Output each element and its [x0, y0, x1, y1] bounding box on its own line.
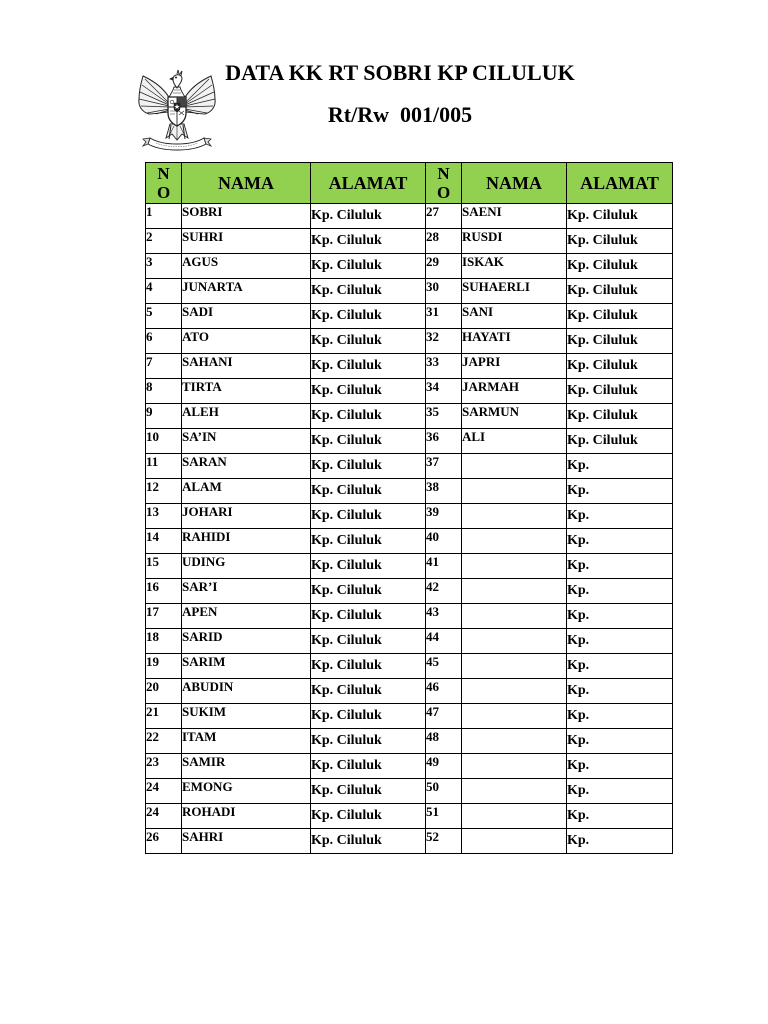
address-cell: Kp. Ciluluk [311, 604, 426, 629]
name-cell: JOHARI [182, 504, 311, 529]
name-cell: HAYATI [462, 329, 567, 354]
table-row [146, 454, 673, 479]
name-cell: JUNARTA [182, 279, 311, 304]
row-number-cell: 28 [426, 229, 462, 254]
address-cell: Kp. [567, 629, 673, 654]
name-cell [462, 704, 567, 729]
address-cell: Kp. Ciluluk [311, 504, 426, 529]
address-cell: Kp. Ciluluk [567, 279, 673, 304]
name-cell: RAHIDI [182, 529, 311, 554]
row-number-cell: 23 [146, 754, 182, 779]
row-number-cell: 49 [426, 754, 462, 779]
address-cell: Kp. [567, 479, 673, 504]
row-number-cell: 10 [146, 429, 182, 454]
header-alamat: ALAMAT [567, 163, 673, 204]
row-number-cell: 15 [146, 554, 182, 579]
row-number-cell: 50 [426, 779, 462, 804]
row-number-cell: 13 [146, 504, 182, 529]
row-number-cell: 4 [146, 279, 182, 304]
address-cell: Kp. [567, 804, 673, 829]
table-row [146, 579, 673, 604]
name-cell: ALAM [182, 479, 311, 504]
row-number-cell: 12 [146, 479, 182, 504]
name-cell: JAPRI [462, 354, 567, 379]
table-row [146, 354, 673, 379]
name-cell: SA’IN [182, 429, 311, 454]
address-cell: Kp. [567, 729, 673, 754]
address-cell: Kp. Ciluluk [311, 529, 426, 554]
address-cell: Kp. [567, 654, 673, 679]
row-number-cell: 42 [426, 579, 462, 604]
name-cell: SAHRI [182, 829, 311, 854]
address-cell: Kp. Ciluluk [311, 479, 426, 504]
row-number-cell: 8 [146, 379, 182, 404]
table-row [146, 554, 673, 579]
address-cell: Kp. Ciluluk [311, 354, 426, 379]
name-cell: ABUDIN [182, 679, 311, 704]
address-cell: Kp. [567, 454, 673, 479]
address-cell: Kp. Ciluluk [311, 304, 426, 329]
address-cell: Kp. [567, 679, 673, 704]
row-number-cell: 47 [426, 704, 462, 729]
row-number-cell: 48 [426, 729, 462, 754]
row-number-cell: 22 [146, 729, 182, 754]
name-cell [462, 679, 567, 704]
name-cell: SAMIR [182, 754, 311, 779]
row-number-cell: 6 [146, 329, 182, 354]
address-cell: Kp. Ciluluk [311, 229, 426, 254]
table-row [146, 379, 673, 404]
name-cell [462, 579, 567, 604]
table-row [146, 304, 673, 329]
address-cell: Kp. Ciluluk [311, 404, 426, 429]
address-cell: Kp. Ciluluk [311, 654, 426, 679]
row-number-cell: 29 [426, 254, 462, 279]
name-cell: JARMAH [462, 379, 567, 404]
name-cell [462, 629, 567, 654]
table-row [146, 654, 673, 679]
table-row [146, 529, 673, 554]
address-cell: Kp. [567, 554, 673, 579]
name-cell [462, 729, 567, 754]
row-number-cell: 24 [146, 779, 182, 804]
table-header-row [146, 163, 673, 204]
address-cell: Kp. Ciluluk [567, 254, 673, 279]
address-cell: Kp. Ciluluk [567, 404, 673, 429]
row-number-cell: 3 [146, 254, 182, 279]
row-number-cell: 41 [426, 554, 462, 579]
row-number-cell: 26 [146, 829, 182, 854]
name-cell: SARAN [182, 454, 311, 479]
address-cell: Kp. Ciluluk [311, 829, 426, 854]
name-cell: SADI [182, 304, 311, 329]
row-number-cell: 52 [426, 829, 462, 854]
emblem-head [169, 70, 185, 97]
name-cell: SARIM [182, 654, 311, 679]
emblem-shield [168, 97, 186, 126]
row-number-cell: 32 [426, 329, 462, 354]
name-cell [462, 804, 567, 829]
table-row [146, 829, 673, 854]
header-nama: NAMA [182, 163, 311, 204]
table-row [146, 804, 673, 829]
table-row [146, 479, 673, 504]
row-number-cell: 37 [426, 454, 462, 479]
name-cell: UDING [182, 554, 311, 579]
address-cell: Kp. Ciluluk [311, 204, 426, 229]
row-number-cell: 9 [146, 404, 182, 429]
row-number-cell: 18 [146, 629, 182, 654]
row-number-cell: 11 [146, 454, 182, 479]
name-cell: SAR’I [182, 579, 311, 604]
header-nama: NAMA [462, 163, 567, 204]
table-row [146, 279, 673, 304]
name-cell [462, 554, 567, 579]
address-cell: Kp. Ciluluk [311, 329, 426, 354]
header-alamat: ALAMAT [311, 163, 426, 204]
name-cell: ISKAK [462, 254, 567, 279]
name-cell: TIRTA [182, 379, 311, 404]
table-row [146, 254, 673, 279]
row-number-cell: 30 [426, 279, 462, 304]
address-cell: Kp. Ciluluk [567, 429, 673, 454]
table-row [146, 629, 673, 654]
address-cell: Kp. [567, 754, 673, 779]
name-cell [462, 604, 567, 629]
address-cell: Kp. Ciluluk [311, 629, 426, 654]
header-no [146, 163, 182, 204]
address-cell: Kp. Ciluluk [567, 304, 673, 329]
address-cell: Kp. [567, 779, 673, 804]
address-cell: Kp. Ciluluk [311, 729, 426, 754]
document-title: DATA KK RT SOBRI KP CILULUK [225, 60, 575, 85]
address-cell: Kp. Ciluluk [311, 579, 426, 604]
address-cell: Kp. Ciluluk [311, 804, 426, 829]
table-row [146, 729, 673, 754]
row-number-cell: 19 [146, 654, 182, 679]
row-number-cell: 16 [146, 579, 182, 604]
name-cell: ATO [182, 329, 311, 354]
address-cell: Kp. Ciluluk [311, 704, 426, 729]
name-cell: ROHADI [182, 804, 311, 829]
row-number-cell: 34 [426, 379, 462, 404]
name-cell: SAENI [462, 204, 567, 229]
table-row [146, 604, 673, 629]
row-number-cell: 38 [426, 479, 462, 504]
table-row [146, 229, 673, 254]
table-row [146, 779, 673, 804]
table-row [146, 679, 673, 704]
table-row [146, 329, 673, 354]
address-cell: Kp. Ciluluk [311, 429, 426, 454]
address-cell: Kp. Ciluluk [311, 254, 426, 279]
row-number-cell: 33 [426, 354, 462, 379]
row-number-cell: 21 [146, 704, 182, 729]
address-cell: Kp. Ciluluk [311, 279, 426, 304]
name-cell: APEN [182, 604, 311, 629]
address-cell: Kp. Ciluluk [311, 379, 426, 404]
name-cell: RUSDI [462, 229, 567, 254]
row-number-cell: 20 [146, 679, 182, 704]
address-cell: Kp. [567, 504, 673, 529]
address-cell: Kp. Ciluluk [311, 754, 426, 779]
name-cell [462, 504, 567, 529]
name-cell: SUHAERLI [462, 279, 567, 304]
rt-rw-subtitle: Rt/Rw 001/005 [327, 102, 473, 127]
name-cell: SOBRI [182, 204, 311, 229]
row-number-cell: 27 [426, 204, 462, 229]
address-cell: Kp. [567, 704, 673, 729]
address-cell: Kp. [567, 604, 673, 629]
row-number-cell: 45 [426, 654, 462, 679]
row-number-cell: 1 [146, 204, 182, 229]
name-cell: SUHRI [182, 229, 311, 254]
row-number-cell: 40 [426, 529, 462, 554]
row-number-cell: 39 [426, 504, 462, 529]
row-number-cell: 46 [426, 679, 462, 704]
address-cell: Kp. Ciluluk [311, 779, 426, 804]
name-cell: SARMUN [462, 404, 567, 429]
household-table [145, 162, 673, 854]
row-number-cell: 7 [146, 354, 182, 379]
table-row [146, 754, 673, 779]
name-cell [462, 479, 567, 504]
name-cell [462, 754, 567, 779]
address-cell: Kp. Ciluluk [311, 679, 426, 704]
row-number-cell: 5 [146, 304, 182, 329]
row-number-cell: 2 [146, 229, 182, 254]
name-cell: ALEH [182, 404, 311, 429]
header-no [426, 163, 462, 204]
address-cell: Kp. Ciluluk [567, 204, 673, 229]
name-cell: AGUS [182, 254, 311, 279]
table-row [146, 704, 673, 729]
address-cell: Kp. Ciluluk [567, 329, 673, 354]
table-row [146, 204, 673, 229]
row-number-cell: 43 [426, 604, 462, 629]
name-cell: SANI [462, 304, 567, 329]
row-number-cell: 31 [426, 304, 462, 329]
name-cell: ITAM [182, 729, 311, 754]
row-number-cell: 44 [426, 629, 462, 654]
address-cell: Kp. Ciluluk [567, 379, 673, 404]
header-no-label: NO [437, 164, 451, 202]
table-row [146, 404, 673, 429]
name-cell [462, 529, 567, 554]
name-cell [462, 654, 567, 679]
address-cell: Kp. Ciluluk [311, 554, 426, 579]
row-number-cell: 17 [146, 604, 182, 629]
emblem-left-wing [139, 76, 170, 114]
row-number-cell: 35 [426, 404, 462, 429]
header-no-label: NO [157, 164, 171, 202]
name-cell [462, 829, 567, 854]
name-cell [462, 779, 567, 804]
row-number-cell: 51 [426, 804, 462, 829]
name-cell: ALI [462, 429, 567, 454]
address-cell: Kp. [567, 579, 673, 604]
table-body [146, 204, 673, 854]
address-cell: Kp. [567, 829, 673, 854]
name-cell: EMONG [182, 779, 311, 804]
address-cell: Kp. Ciluluk [567, 354, 673, 379]
address-cell: Kp. Ciluluk [311, 454, 426, 479]
name-cell: SUKIM [182, 704, 311, 729]
name-cell: SARID [182, 629, 311, 654]
address-cell: Kp. [567, 529, 673, 554]
row-number-cell: 36 [426, 429, 462, 454]
table-row [146, 504, 673, 529]
name-cell: SAHANI [182, 354, 311, 379]
name-cell [462, 454, 567, 479]
table-row [146, 429, 673, 454]
address-cell: Kp. Ciluluk [567, 229, 673, 254]
row-number-cell: 14 [146, 529, 182, 554]
row-number-cell: 24 [146, 804, 182, 829]
